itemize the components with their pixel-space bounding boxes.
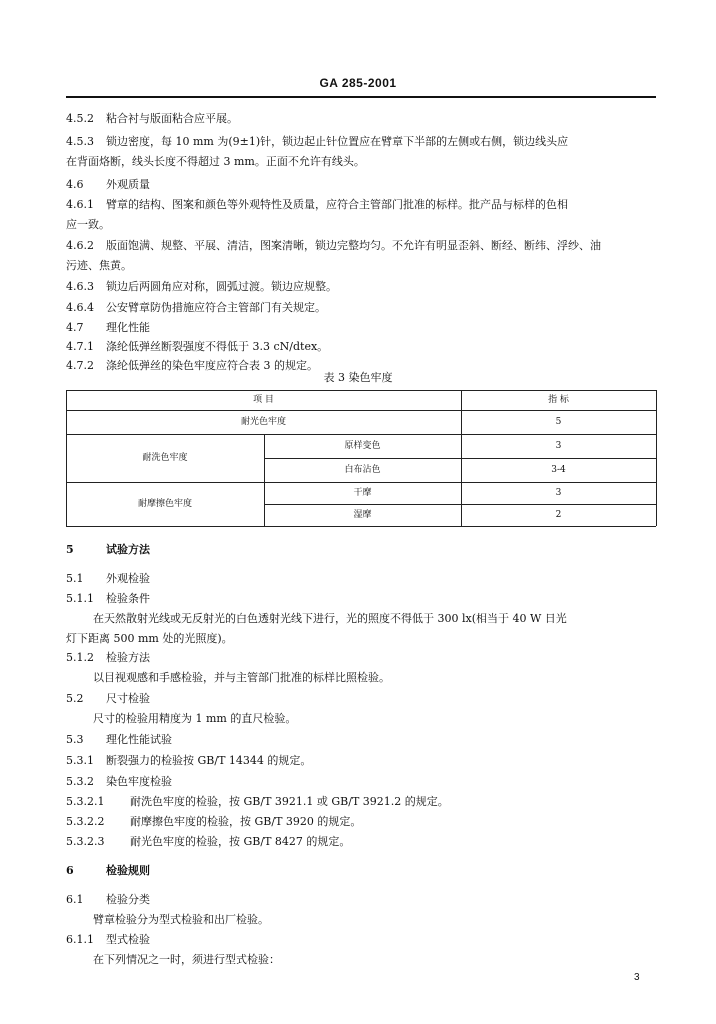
clause-number: 4.5.3 — [66, 135, 94, 148]
wash-sub1-label: 原样变色 — [344, 441, 381, 451]
clause-number: 6.1.1 — [66, 933, 94, 946]
row-light-value: 5 — [555, 417, 562, 427]
clause-number: 4.5.2 — [66, 112, 94, 125]
clause-text: 检验规则 — [106, 864, 150, 877]
clause-number: 4.6.1 — [66, 198, 94, 211]
clause-number: 6 — [66, 864, 74, 877]
clause-text: 尺寸的检验用精度为 1 mm 的直尺检验。 — [93, 712, 297, 725]
group-wash-label: 耐洗色牢度 — [142, 453, 188, 463]
clause-4-6-3 — [66, 280, 337, 294]
group-rub-label: 耐摩擦色牢度 — [137, 499, 192, 509]
clause-text: 灯下距离 500 mm 处的光照度)。 — [66, 632, 233, 645]
clause-number: 5.3 — [66, 733, 84, 746]
clause-5-3-2-3 — [66, 835, 350, 849]
clause-text: 以目视观感和手感检验，并与主管部门批准的标样比照检验。 — [93, 671, 390, 684]
clause-4-5-2 — [66, 112, 238, 126]
clause-4-6-2-cont — [66, 259, 132, 273]
clause-4-7-1 — [66, 340, 328, 354]
clause-text: 涤纶低弹丝的染色牢度应符合表 3 的规定。 — [106, 359, 318, 372]
section-6-heading — [66, 864, 150, 878]
clause-text: 检验分类 — [106, 893, 150, 906]
clause-text: 粘合衬与版面粘合应平展。 — [106, 112, 238, 125]
clause-text: 臂章检验分为型式检验和出厂检验。 — [93, 913, 269, 926]
table-row-rule — [66, 434, 656, 435]
clause-text: 公安臂章防伪措施应符合主管部门有关规定。 — [106, 301, 326, 314]
header-rule — [66, 96, 656, 98]
clause-number: 4.7 — [66, 321, 84, 334]
clause-number: 5.1.1 — [66, 592, 94, 605]
clause-6-1-body — [93, 913, 269, 927]
wash-sub1-value: 3 — [555, 441, 562, 451]
clause-4-5-3-cont — [66, 155, 365, 169]
clause-number: 4.7.1 — [66, 340, 94, 353]
clause-text: 应一致。 — [66, 218, 110, 231]
clause-5-1-1-cont — [66, 632, 233, 646]
clause-5-1-2 — [66, 651, 150, 665]
clause-4-5-3 — [66, 135, 568, 149]
clause-text: 染色牢度检验 — [106, 775, 172, 788]
clause-text: 在背面烙断，线头长度不得超过 3 mm。正面不允许有线头。 — [66, 155, 365, 168]
clause-text: 锁边密度，每 10 mm 为(9±1)针，锁边起止针位置应在臂章下半部的左侧或右侧，锁边线头应 — [106, 135, 569, 148]
table-bottom-rule — [66, 526, 656, 527]
clause-text: 理化性能 — [106, 321, 150, 334]
clause-number: 5.2 — [66, 692, 84, 705]
clause-text: 外观质量 — [106, 178, 150, 191]
page-number: 3 — [634, 972, 640, 983]
clause-text: 耐光色牢度的检验，按 GB/T 8427 的规定。 — [130, 835, 351, 848]
row-light-label: 耐光色牢度 — [240, 417, 286, 427]
clause-6-1-1 — [66, 933, 150, 947]
clause-text: 涤纶低弹丝断裂强度不得低于 3.3 cN/dtex。 — [106, 340, 329, 353]
table-header-rule — [66, 410, 656, 411]
clause-number: 4.6.4 — [66, 301, 94, 314]
clause-number: 5 — [66, 543, 74, 556]
clause-text: 检验条件 — [106, 592, 150, 605]
header-item: 项 目 — [253, 395, 274, 405]
clause-number: 5.3.2.2 — [66, 815, 105, 828]
clause-4-6 — [66, 178, 150, 192]
clause-number: 5.3.1 — [66, 754, 94, 767]
clause-text: 在天然散射光线或无反射光的白色透射光线下进行，光的照度不得低于 300 lx(相当于 40 W 日光 — [93, 612, 567, 625]
clause-5-1-1-body — [93, 612, 567, 626]
clause-text: 耐摩擦色牢度的检验，按 GB/T 3920 的规定。 — [130, 815, 362, 828]
rub-sub2-value: 2 — [555, 510, 562, 520]
standard-code-header: GA 285-2001 — [319, 76, 397, 90]
clause-number: 5.3.2.3 — [66, 835, 105, 848]
dye-fastness-table — [66, 390, 656, 526]
clause-5-3-2-2 — [66, 815, 361, 829]
table-index-rule — [461, 390, 462, 526]
clause-text: 试验方法 — [106, 543, 150, 556]
clause-4-6-4 — [66, 301, 326, 315]
clause-5-2-body — [93, 712, 296, 726]
clause-5-3-2 — [66, 775, 172, 789]
clause-text: 断裂强力的检验按 GB/T 14344 的规定。 — [106, 754, 312, 767]
rub-sub1-label: 干摩 — [353, 488, 372, 498]
clause-number: 4.7.2 — [66, 359, 94, 372]
clause-text: 检验方法 — [106, 651, 150, 664]
table-row-rule — [66, 482, 656, 483]
table-right-rule — [656, 390, 657, 526]
clause-4-6-1 — [66, 198, 568, 212]
clause-text: 型式检验 — [106, 933, 150, 946]
rub-sub1-value: 3 — [555, 488, 562, 498]
clause-number: 6.1 — [66, 893, 84, 906]
clause-6-1 — [66, 893, 150, 907]
clause-6-1-1-body — [93, 953, 280, 967]
clause-4-7 — [66, 321, 150, 335]
clause-5-3 — [66, 733, 172, 747]
wash-sub2-label: 白布沾色 — [344, 465, 381, 475]
clause-number: 4.6.2 — [66, 239, 94, 252]
clause-text: 锁边后两圆角应对称，圆弧过渡。锁边应规整。 — [106, 280, 337, 293]
clause-5-1 — [66, 572, 150, 586]
table-caption: 表 3 染色牢度 — [323, 371, 393, 384]
clause-number: 5.1 — [66, 572, 84, 585]
table-sub-rule — [264, 504, 656, 505]
clause-5-3-1 — [66, 754, 311, 768]
clause-5-3-2-1 — [66, 795, 449, 809]
table-top-rule — [66, 390, 656, 391]
table-sub-rule — [264, 458, 656, 459]
clause-number: 5.1.2 — [66, 651, 94, 664]
clause-text: 版面饱满、规整、平展、清洁，图案清晰，锁边完整均匀。不允许有明显歪斜、断经、断纬、浮纱、油 — [106, 239, 601, 252]
clause-5-1-1 — [66, 592, 150, 606]
clause-text: 污迹、焦黄。 — [66, 259, 132, 272]
clause-number: 5.3.2 — [66, 775, 94, 788]
clause-number: 4.6.3 — [66, 280, 94, 293]
clause-4-6-2 — [66, 239, 601, 253]
clause-number: 4.6 — [66, 178, 84, 191]
clause-text: 臂章的结构、图案和颜色等外观特性及质量，应符合主管部门批准的标样。批产品与标样的色相 — [106, 198, 568, 211]
clause-text: 理化性能试验 — [106, 733, 172, 746]
clause-number: 5.3.2.1 — [66, 795, 105, 808]
clause-5-2 — [66, 692, 150, 706]
clause-text: 外观检验 — [106, 572, 150, 585]
clause-text: 在下列情况之一时，须进行型式检验： — [93, 953, 280, 966]
header-index: 指 标 — [548, 395, 569, 405]
clause-text: 耐洗色牢度的检验，按 GB/T 3921.1 或 GB/T 3921.2 的规定。 — [130, 795, 449, 808]
section-5-heading — [66, 543, 150, 557]
wash-sub2-value: 3-4 — [551, 465, 566, 475]
clause-4-6-1-cont — [66, 218, 110, 232]
clause-5-1-2-body — [93, 671, 390, 685]
rub-sub2-label: 湿摩 — [353, 510, 372, 520]
clause-text: 尺寸检验 — [106, 692, 150, 705]
